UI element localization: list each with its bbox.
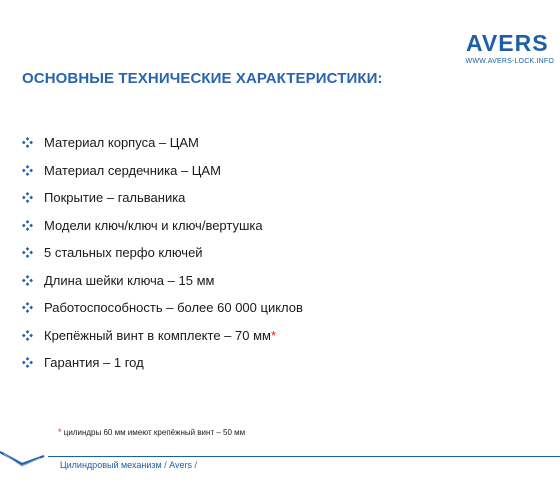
spec-text: Модели ключ/ключ и ключ/вертушка — [44, 217, 263, 233]
spec-item — [22, 184, 303, 212]
spec-text: Работоспособность – более 60 000 циклов — [44, 300, 303, 316]
brand-logo — [466, 30, 556, 56]
page-title: ОСНОВНЫЕ ТЕХНИЧЕСКИЕ ХАРАКТЕРИСТИКИ: — [22, 70, 383, 87]
footnote — [58, 427, 245, 437]
spec-text: Покрытие – гальваника — [44, 190, 186, 206]
spec-item — [22, 322, 303, 350]
logo-wordmark: AVERS — [466, 30, 549, 56]
footnote-asterisk: * — [58, 427, 62, 437]
spec-item — [22, 212, 303, 240]
four-diamond-bullet-icon — [22, 275, 44, 286]
asterisk-mark: * — [270, 327, 277, 343]
spec-item — [22, 349, 303, 377]
four-diamond-bullet-icon — [22, 357, 44, 368]
spec-text: Материал сердечника – ЦАМ — [44, 162, 221, 178]
chevron-mark-icon — [0, 448, 46, 475]
spec-text: Материал корпуса – ЦАМ — [44, 135, 199, 151]
spec-text: 5 стальных перфо ключей — [44, 245, 203, 261]
spec-item — [22, 157, 303, 185]
spec-item — [22, 129, 303, 157]
footer-divider — [48, 456, 560, 457]
four-diamond-bullet-icon — [22, 330, 44, 341]
spec-text: Длина шейки ключа – 15 мм — [44, 272, 215, 288]
spec-list — [22, 129, 303, 377]
footer-caption: Цилиндровый механизм / Avers / — [60, 460, 198, 470]
four-diamond-bullet-icon — [22, 247, 44, 258]
spec-item — [22, 239, 303, 267]
four-diamond-bullet-icon — [22, 137, 44, 148]
spec-text: Крепёжный винт в комплекте – 70 мм — [44, 327, 271, 343]
spec-text: Гарантия – 1 год — [44, 355, 144, 371]
four-diamond-bullet-icon — [22, 220, 44, 231]
logo-url[interactable]: WWW.AVERS-LOCK.INFO — [465, 58, 554, 65]
four-diamond-bullet-icon — [22, 302, 44, 313]
four-diamond-bullet-icon — [22, 192, 44, 203]
footnote-text: цилиндры 60 мм имеют крепёжный винт – 50 мм — [63, 428, 246, 437]
spec-item — [22, 294, 303, 322]
spec-item — [22, 267, 303, 295]
four-diamond-bullet-icon — [22, 165, 44, 176]
